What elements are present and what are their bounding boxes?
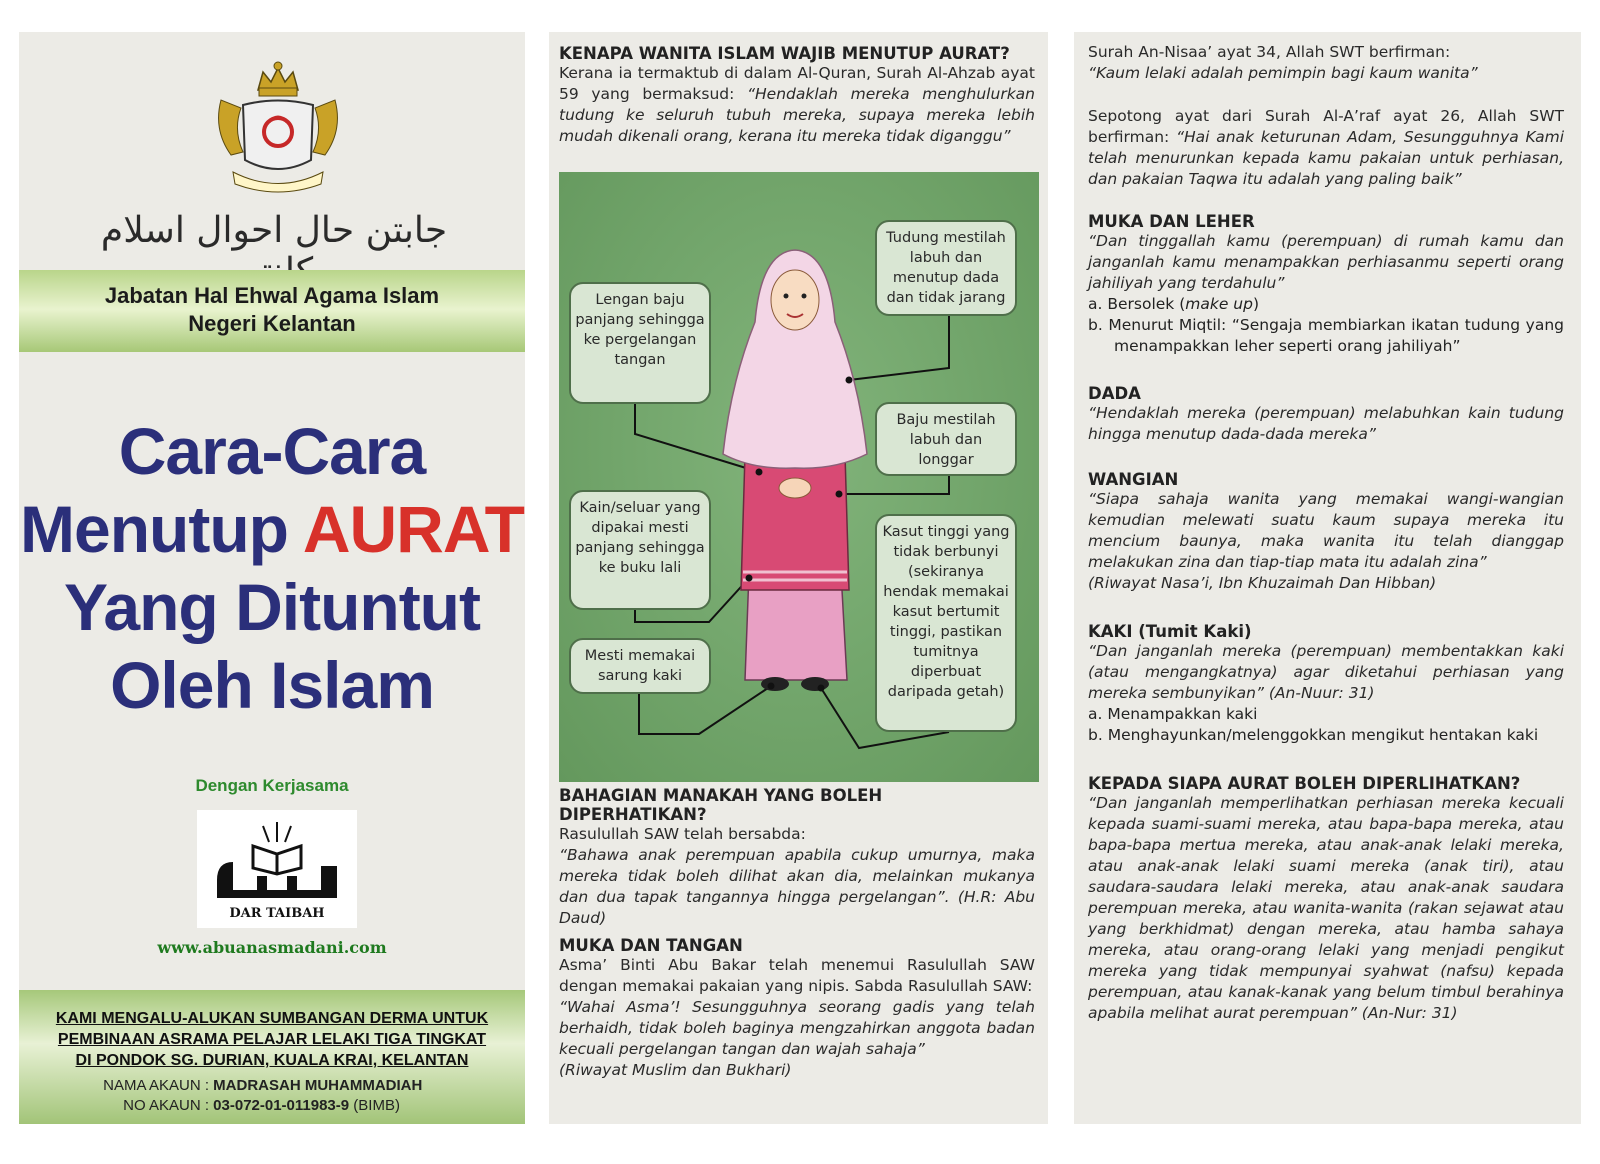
donation-text	[39, 1008, 505, 1071]
why-text	[559, 63, 1035, 147]
visible-parts-heading: BAHAGIAN MANAKAH YANG BOLEH DIPERHATIKAN?	[559, 786, 883, 824]
donation-line-2: PEMBINAAN ASRAMA PELAJAR LELAKI TIGA TINGKAT	[57, 1031, 487, 1048]
donation-line-3: DI PONDOK SG. DURIAN, KUALA KRAI, KELANTAN	[75, 1052, 469, 1069]
title-line-1: Cara-Cara	[118, 414, 426, 488]
face-neck-item-a-suffix: )	[1252, 295, 1260, 313]
department-name	[19, 282, 525, 338]
note-tudung: Tudung mestilah labuh dan menutup dada dan tidak jarang	[875, 220, 1017, 316]
face-hands-heading: MUKA DAN TANGAN	[559, 936, 743, 955]
donation-line-1: KAMI MENGALU-ALUKAN SUMBANGAN DERMA UNTUK	[55, 1010, 489, 1027]
jawi-department-name: جابتن حال احوال اسلام	[100, 210, 448, 251]
why-quote: “Hendaklah mereka menghulurkan tudung ke seluruh tubuh mereka, supaya mereka lebih mudah dikenali orang, kerana itu mereka tidak diganggu”	[559, 85, 1035, 145]
to-whom-heading: KEPADA SIAPA AURAT BOLEH DIPERLIHATKAN?	[1088, 774, 1521, 793]
cover-panel	[19, 32, 525, 1124]
feet-heading: KAKI (Tumit Kaki)	[1088, 622, 1252, 641]
perfume-heading: WANGIAN	[1088, 470, 1179, 489]
face-hands-quote: “Wahai Asma’! Sesungguhnya seorang gadis yang telah berhaidh, tidak boleh baginya mengzahirkan anggota badan kecuali pergelangan tangan dan wajah sahaja”	[559, 998, 1035, 1058]
title-aurat-word: AURAT	[302, 492, 524, 566]
section-feet	[1088, 622, 1564, 746]
to-whom-quote: “Dan janganlah memperlihatkan perhiasan mereka kecuali kepada suami-suami mereka, atau bapa-bapa mereka, atau bapa-bapa mertua mereka, atau anak-anak lelaki mereka, atau anak-anak lelaki suami mereka (anak tiri), atau saudara-saudara lelaki mereka, atau anak-anak saudara perempuan mereka, atau wanita-wanita (rakan sejawat atau yang berkhidmat) dengan mereka, atau hamba sahaya mereka, atau orang-orang lelaki yang menjadi pengikut mereka yang tidak mempunyai syahwat (nafsu) kepada perempuan, atau kanak-kanak yang belum timbul berahinya apabila melihat aurat perempuan” (An-Nur: 31)	[1088, 794, 1564, 1022]
title-line-3: Yang Dituntut	[64, 570, 480, 644]
account-number-row	[19, 1096, 400, 1116]
face-neck-item-a-text: a. Bersolek (	[1088, 295, 1186, 313]
section-face-hands	[559, 936, 1035, 1081]
al-araf-quote: “Hai anak keturunan Adam, Sesungguhnya Kami telah menurunkan kepada kamu pakaian untuk perhiasan, dan pakaian Taqwa itu adalah yang paling baik”	[1088, 128, 1565, 188]
perfume-source: (Riwayat Nasa’i, Ibn Khuzaimah Dan Hibban)	[1088, 574, 1437, 592]
face-neck-quote: “Dan tinggallah kamu (perempuan) di rumah kamu dan janganlah kamu menampakkan perhiasanmu seperti orang jahiliyah yang terdahulu”	[1088, 232, 1564, 292]
al-araf-text	[1088, 106, 1564, 190]
title-line-4: Oleh Islam	[110, 648, 434, 722]
section-why	[559, 44, 1035, 147]
face-neck-item-b: b. Menurut Miqtil: “Sengaja membiarkan ikatan tudung yang menampakkan leher seperti orang jahiliyah”	[1088, 316, 1564, 355]
face-hands-intro: Asma’ Binti Abu Bakar telah menemui Rasulullah SAW dengan memakai pakaian yang nipis. Sabda Rasulullah SAW:	[559, 956, 1035, 995]
title-line-2	[19, 490, 525, 568]
note-sarung-kaki: Mesti memakai sarung kaki	[569, 638, 711, 694]
chest-quote: “Hendaklah mereka (perempuan) melabuhkan kain tudung hingga menutup dada-dada mereka”	[1088, 404, 1564, 443]
donation-banner	[19, 990, 525, 1124]
logo-name: DAR TAIBAH	[229, 906, 325, 921]
face-neck-item-a-italic: make up	[1185, 295, 1253, 313]
al-araf-intro: Sepotong ayat dari Surah Al-A’raf ayat 26, Allah SWT berfirman:	[1088, 107, 1564, 146]
section-visible-parts	[559, 786, 1035, 929]
section-face-neck	[1088, 212, 1564, 357]
account-bank: (BIMB)	[353, 1097, 400, 1114]
feet-item-b: b. Menghayunkan/melenggokkan mengikut hentakan kaki	[1088, 726, 1539, 744]
chest-heading: DADA	[1088, 384, 1141, 403]
why-heading: KENAPA WANITA ISLAM WAJIB MENUTUP AURAT?	[559, 44, 1010, 63]
section-an-nisaa	[1088, 42, 1564, 84]
account-name: MADRASAH MUHAMMADIAH	[213, 1077, 423, 1094]
account-name-label: NAMA AKAUN :	[103, 1077, 209, 1094]
department-line-2: Negeri Kelantan	[188, 311, 356, 336]
title-line-2-text: Menutup	[20, 492, 303, 566]
feet-list	[1088, 704, 1564, 746]
feet-quote: “Dan janganlah mereka (perempuan) membentakkan kaki (atau mengangkatnya) agar diketahui perhiasan yang mereka sembunyikan” (An-Nuur: 31)	[1088, 642, 1564, 702]
face-neck-item-a	[1088, 294, 1564, 315]
perfume-quote: “Siapa sahaja wanita yang memakai wangi-wangian kemudian melewati suatu kaum supaya mereka itu mencium baunya, maka wanita itu telah dianggap melakukan zina dan tiap-tiap mata itu adalah zina”	[1088, 490, 1564, 571]
an-nisaa-quote: “Kaum lelaki adalah pemimpin bagi kaum wanita”	[1088, 64, 1478, 82]
department-banner	[19, 270, 525, 352]
note-lengan: Lengan baju panjang sehingga ke pergelangan tangan	[569, 282, 711, 404]
department-line-1: Jabatan Hal Ehwal Agama Islam	[104, 283, 440, 308]
account-number-label: NO AKAUN :	[123, 1097, 209, 1114]
visible-parts-intro: Rasulullah SAW telah bersabda:	[559, 825, 806, 843]
dress-code-illustration	[559, 172, 1039, 782]
book-logo-icon	[197, 810, 357, 906]
website-link[interactable]: www.abuanasmadani.com	[157, 938, 387, 957]
cover-title	[19, 412, 525, 724]
collaboration-label: Dengan Kerjasama	[195, 776, 349, 795]
visible-parts-quote: “Bahawa anak perempuan apabila cukup umurnya, maka mereka tidak boleh dilihat akan dia, melainkan mukanya dan dua tapak tangannya hingga pergelangan”. (H.R: Abu Daud)	[559, 846, 1035, 927]
note-baju: Baju mestilah labuh dan longgar	[875, 402, 1017, 476]
middle-panel	[549, 32, 1048, 1124]
why-intro: Kerana ia termaktub di dalam Al-Quran, Surah Al-Ahzab ayat 59 yang bermaksud:	[559, 64, 1035, 103]
account-number: 03-072-01-011983-9	[213, 1097, 350, 1114]
feet-item-a: a. Menampakkan kaki	[1088, 705, 1258, 723]
face-neck-list	[1088, 294, 1564, 357]
account-name-row	[19, 1076, 422, 1096]
section-al-araf	[1088, 106, 1564, 190]
section-perfume	[1088, 470, 1564, 594]
face-neck-heading: MUKA DAN LEHER	[1088, 212, 1255, 231]
section-to-whom	[1088, 774, 1564, 1024]
section-chest	[1088, 384, 1564, 445]
kelantan-crest-icon	[203, 60, 353, 200]
dar-taibah-logo	[197, 810, 357, 928]
an-nisaa-intro: Surah An-Nisaa’ ayat 34, Allah SWT berfirman:	[1088, 43, 1451, 61]
note-kasut: Kasut tinggi yang tidak berbunyi (sekiranya hendak memakai kasut bertumit tinggi, pastikan tumitnya diperbuat daripada getah)	[875, 514, 1017, 732]
note-kain: Kain/seluar yang dipakai mesti panjang sehingga ke buku lali	[569, 490, 711, 610]
face-hands-source: (Riwayat Muslim dan Bukhari)	[559, 1061, 792, 1079]
right-panel	[1074, 32, 1581, 1124]
